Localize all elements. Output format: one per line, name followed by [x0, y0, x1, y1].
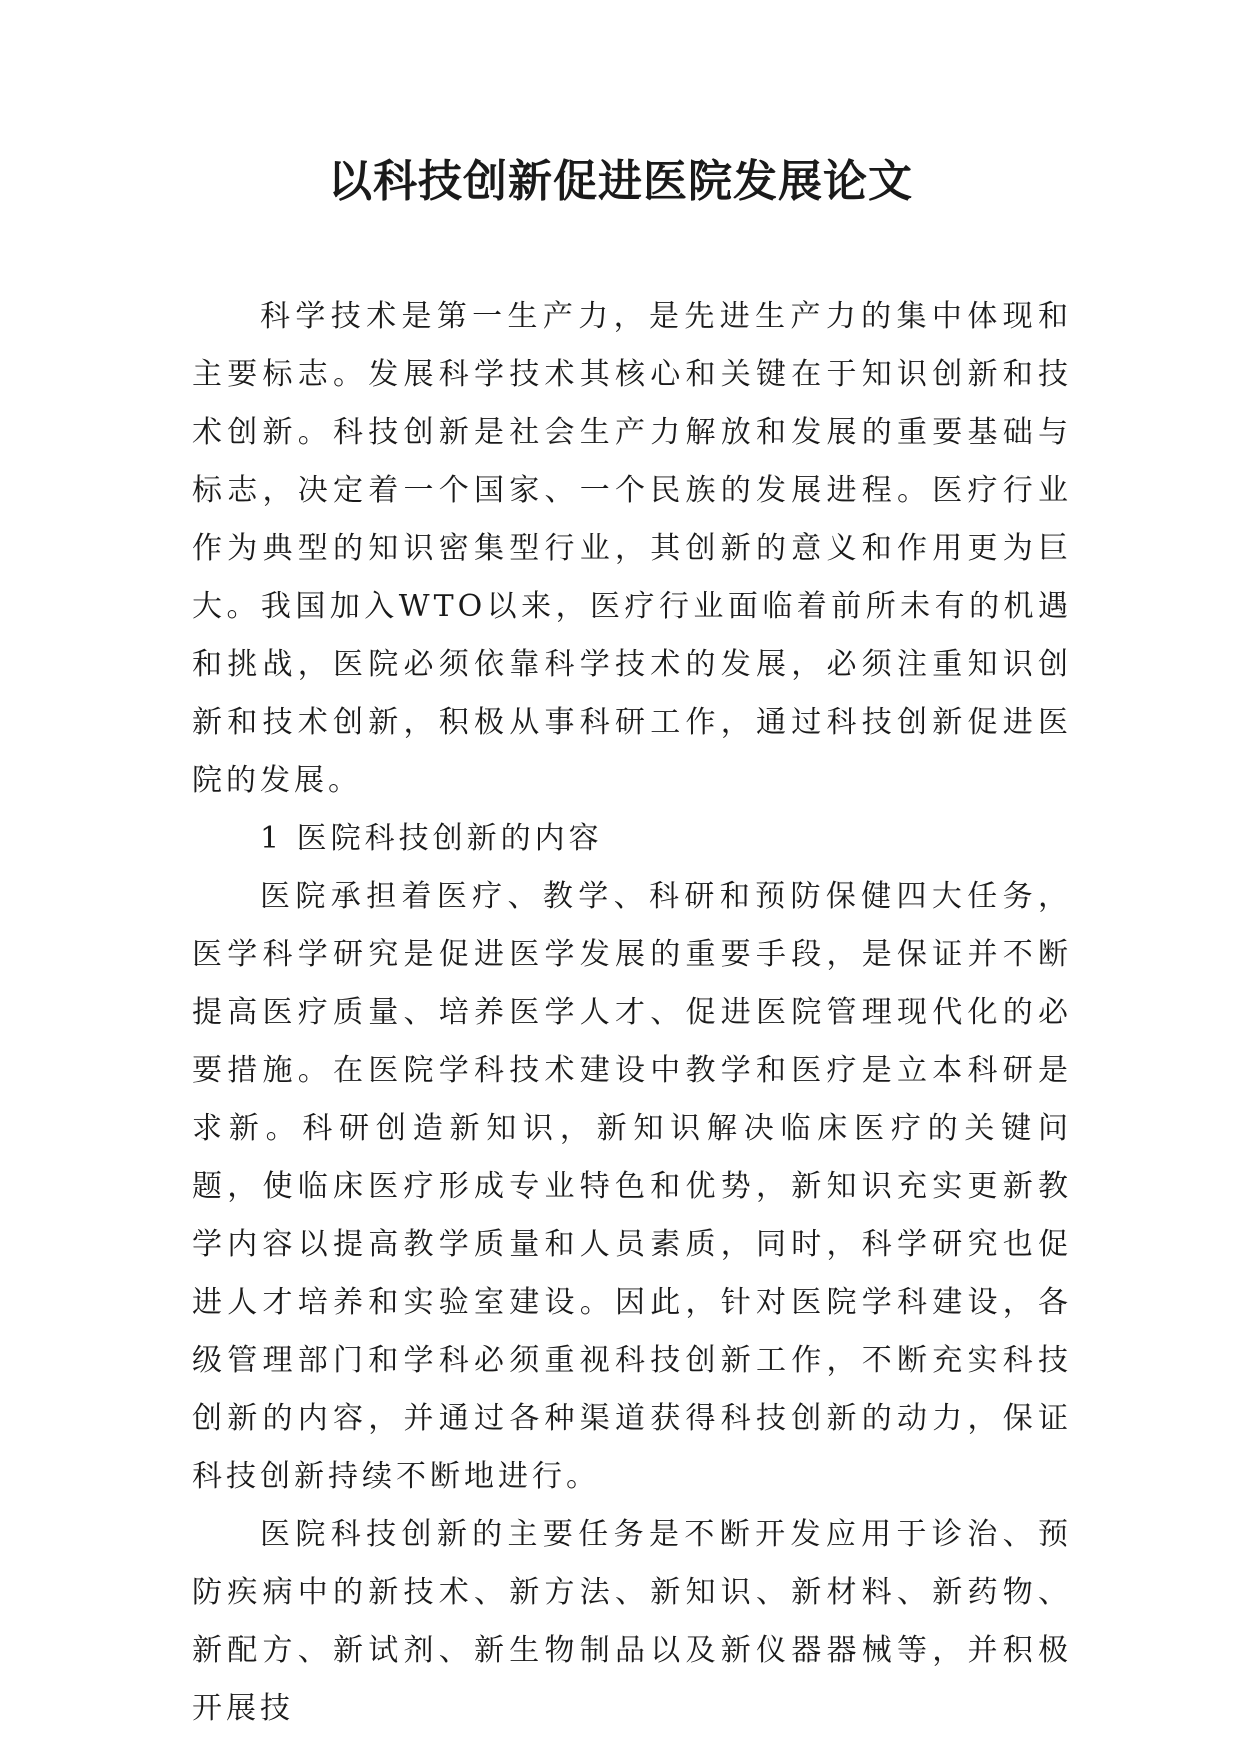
paragraph-section-1-a: 医院承担着医疗、教学、科研和预防保健四大任务，医学科学研究是促进医学发展的重要手段，是保证并不断提高医疗质量、培养医学人才、促进医院管理现代化的必要措施。在医院学科技术建设中教学和医疗是立本科研是求新。科研创造新知识，新知识解决临床医疗的关键问题，使临床医疗形成专业特色和优势，新知识充实更新教学内容以提高教学质量和人员素质，同时，科学研究也促进人才培养和实验室建设。因此，针对医院学科建设，各级管理部门和学科必须重视科技创新工作，不断充实科技创新的内容，并通过各种渠道获得科技创新的动力，保证科技创新持续不断地进行。	[192, 879, 1072, 1494]
paragraph-intro: 科学技术是第一生产力，是先进生产力的集中体现和主要标志。发展科学技术其核心和关键在于知识创新和技术创新。科技创新是社会生产力解放和发展的重要基础与标志，决定着一个国家、一个民族的发展进程。医疗行业作为典型的知识密集型行业，其创新的意义和作用更为巨大。我国加入WTO以来，医疗行业面临着前所未有的机遇和挑战，医院必须依靠科学技术的发展，必须注重知识创新和技术创新，积极从事科研工作，通过科技创新促进医院的发展。	[192, 299, 1072, 798]
document-title: 以科技创新促进医院发展论文	[328, 156, 913, 207]
document-body	[192, 288, 1072, 1738]
section-heading-1: 1 医院科技创新的内容	[260, 821, 603, 856]
paragraph-section-1-b: 医院科技创新的主要任务是不断开发应用于诊治、预防疾病中的新技术、新方法、新知识、新材料、新药物、新配方、新试剂、新生物制品以及新仪器器械等，并积极开展技	[192, 1517, 1072, 1726]
